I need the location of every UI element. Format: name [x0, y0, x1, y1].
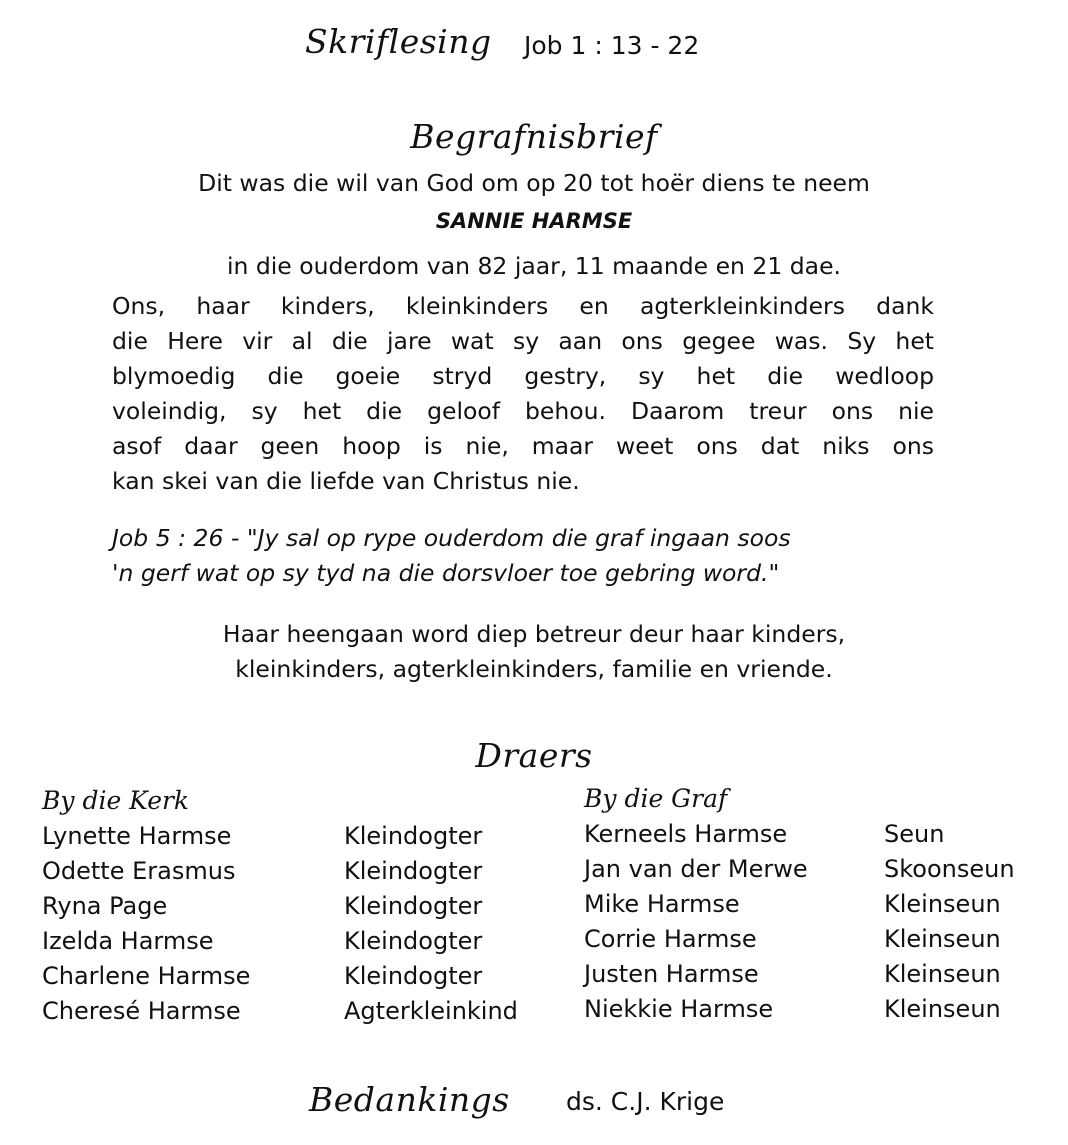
bearers-heading: Draers	[475, 736, 593, 775]
bearer-role: Kleinseun	[884, 960, 1001, 988]
paragraph-line: kan skei van die liefde van Christus nie.	[112, 467, 580, 495]
letter-intro-line: Dit was die wil van God om op 20 tot hoër diens te neem	[198, 169, 870, 197]
bearer-role: Seun	[884, 820, 945, 848]
bearer-role: Skoonseun	[884, 855, 1015, 883]
reading-reference: Job 1 : 13 - 22	[524, 31, 700, 60]
bearer-name: Charlene Harmse	[42, 962, 251, 990]
bearer-role: Kleinseun	[884, 925, 1001, 953]
bearer-row	[42, 927, 562, 962]
bearer-name: Corrie Harmse	[584, 925, 757, 953]
grave-bearers-list	[584, 820, 1054, 1030]
deceased-name: SANNIE HARMSE	[435, 209, 633, 233]
bearer-name: Jan van der Merwe	[584, 855, 808, 883]
letter-paragraph	[112, 289, 934, 499]
deceased-age: in die ouderdom van 82 jaar, 11 maande en 21 dae.	[226, 252, 842, 280]
bearer-row	[42, 892, 562, 927]
closing-line: Haar heengaan word diep betreur deur haar kinders,	[222, 620, 846, 648]
church-bearers-list	[42, 822, 562, 1032]
letter-heading: Begrafnisbrief	[410, 117, 658, 156]
bearer-row	[42, 997, 562, 1032]
thanks-person: ds. C.J. Krige	[566, 1087, 725, 1116]
grave-bearers-heading: By die Graf	[584, 784, 728, 813]
paragraph-line: blymoedig die goeie stryd gestry, sy het die wedloop	[112, 362, 934, 390]
bearer-role: Kleinseun	[884, 995, 1001, 1023]
bearer-role: Kleinseun	[884, 890, 1001, 918]
scripture-quote	[112, 521, 942, 591]
quote-line: 'n gerf wat op sy tyd na die dorsvloer toe gebring word."	[112, 559, 780, 587]
reading-heading: Skriflesing	[305, 22, 492, 61]
bearer-role: Kleindogter	[344, 927, 483, 955]
bearer-name: Niekkie Harmse	[584, 995, 774, 1023]
bearer-row	[42, 857, 562, 892]
bearer-row	[584, 890, 1054, 925]
bearer-name: Ryna Page	[42, 892, 168, 920]
bearer-name: Lynette Harmse	[42, 822, 232, 850]
bearer-row	[584, 820, 1054, 855]
bearer-name: Justen Harmse	[584, 960, 759, 988]
bearer-role: Kleindogter	[344, 822, 483, 850]
paragraph-line: die Here vir al die jare wat sy aan ons gegee was. Sy het	[112, 327, 934, 355]
paragraph-line: asof daar geen hoop is nie, maar weet ons dat niks ons	[112, 432, 934, 460]
bearer-name: Cheresé Harmse	[42, 997, 241, 1025]
bearer-row	[584, 855, 1054, 890]
bearer-name: Odette Erasmus	[42, 857, 236, 885]
quote-line: Job 5 : 26 - "Jy sal op rype ouderdom die graf ingaan soos	[112, 524, 791, 552]
bearer-name: Mike Harmse	[584, 890, 740, 918]
thanks-heading: Bedankings	[309, 1080, 510, 1119]
paragraph-line: voleindig, sy het die geloof behou. Daarom treur ons nie	[112, 397, 934, 425]
bearer-row	[42, 962, 562, 997]
bearer-row	[42, 822, 562, 857]
bearer-role: Kleindogter	[344, 962, 483, 990]
closing-text	[0, 617, 1068, 687]
bearer-role: Kleindogter	[344, 857, 483, 885]
bearer-role: Agterkleinkind	[344, 997, 518, 1025]
bearer-row	[584, 995, 1054, 1030]
bearer-role: Kleindogter	[344, 892, 483, 920]
bearer-row	[584, 925, 1054, 960]
bearer-row	[584, 960, 1054, 995]
church-bearers-heading: By die Kerk	[42, 786, 190, 815]
paragraph-line: Ons, haar kinders, kleinkinders en agterkleinkinders dank	[112, 292, 934, 320]
closing-line: kleinkinders, agterkleinkinders, familie en vriende.	[235, 655, 833, 683]
bearer-name: Kerneels Harmse	[584, 820, 788, 848]
bearer-name: Izelda Harmse	[42, 927, 214, 955]
